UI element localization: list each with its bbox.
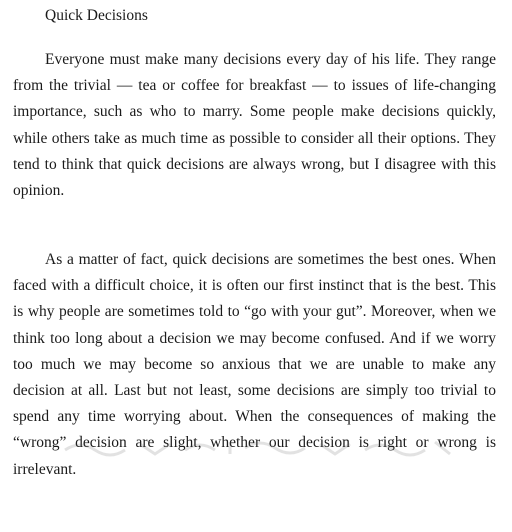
document-title: Quick Decisions [45, 7, 148, 24]
paragraph-2: As a matter of fact, quick decisions are sometimes the best ones. When faced with a difficult choice, it is often our first instinct that is the best. This is why people are sometimes told to “go with your gut”. Moreover, when we think too long about a decision we may become confused. And if we worry too much we may become so anxious that we are unable to make any decision at all. Last but not least, some decisions are simply too trivial to spend any time worrying about. When the consequences of making the “wrong” decision are slight, whether our decision is right or wrong is irrelevant. [13, 251, 496, 478]
paragraph-1: Everyone must make many decisions every day of his life. They range from the trivial — tea or coffee for breakfast — to issues of life-changing importance, such as who to marry. Some people make decisions quickly, while others take as much time as possible to consider all their options. They tend to think that quick decisions are always wrong, but I disagree with this opinion. [13, 51, 496, 200]
